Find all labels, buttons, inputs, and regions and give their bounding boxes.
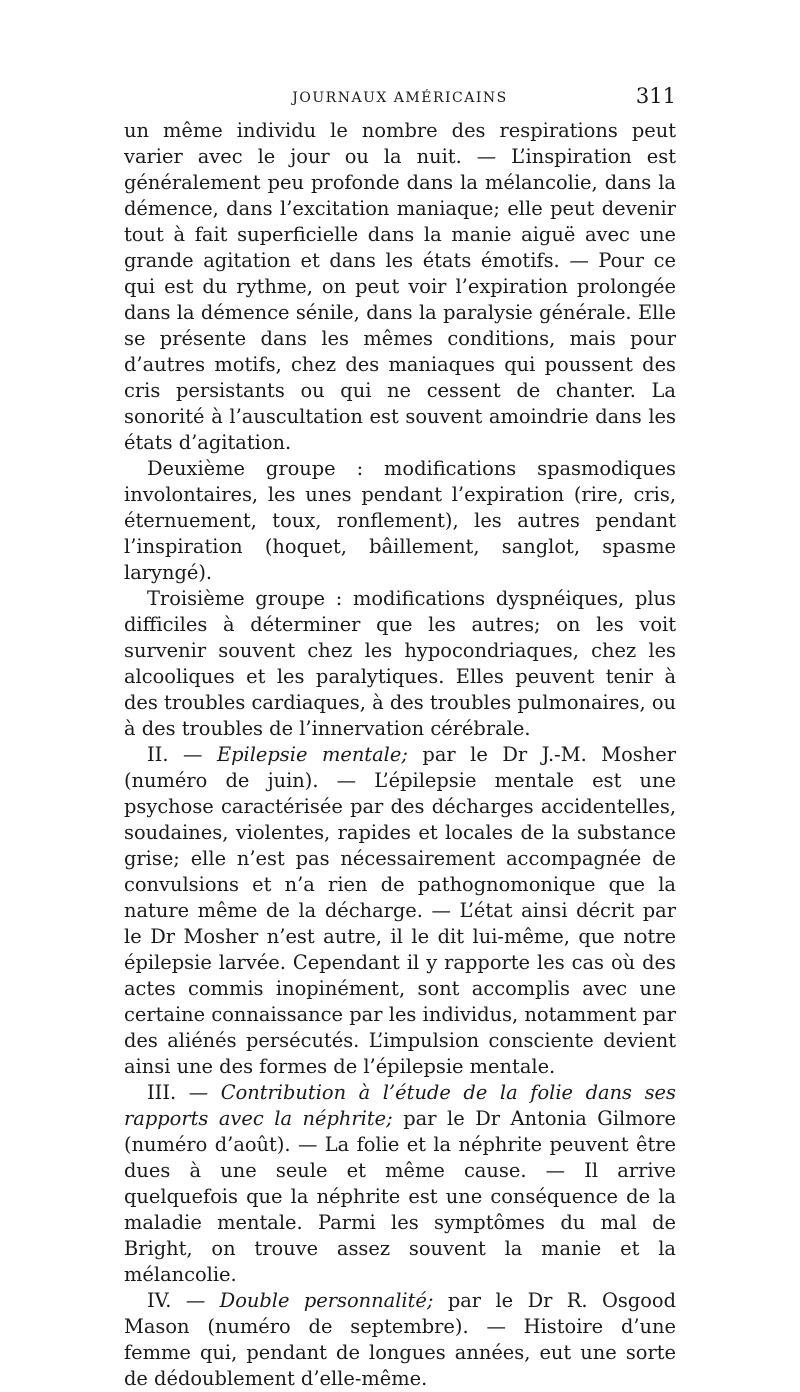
paragraph-section-ii	[124, 742, 676, 1080]
running-title: JOURNAUX AMÉRICAINS	[292, 90, 508, 106]
section-number: III. —	[147, 1081, 221, 1104]
paragraph-section-iii	[124, 1080, 676, 1288]
paragraph-deuxieme-groupe	[124, 456, 676, 586]
article-title: Contribution à l’étude de la folie dans ses rapports avec la néphrite;	[124, 1081, 676, 1130]
paragraph-text: par le Dr R. Osgood Mason (numéro de septembre). — Histoire d’une femme qui, pendant de longues années, eut une sorte de dédoublement d’elle-même.	[124, 1289, 676, 1390]
page-number: 311	[635, 84, 676, 108]
running-head	[124, 84, 676, 118]
section-number: II. —	[147, 743, 217, 766]
paragraph-text: Deuxième groupe : modifications spasmodiques involontaires, les unes pendant l’expiration (rire, cris, éternuement, toux, ronflement), les autres pendant l’inspiration (hoquet, bâillement, sanglot, spasme laryngé).	[124, 457, 676, 584]
paragraph-section-iv	[124, 1288, 676, 1392]
paragraph-troisieme-groupe	[124, 586, 676, 742]
paragraph-text: par le Dr J.-M. Mosher (numéro de juin). — L’épilepsie mentale est une psychose caractérisée par des décharges accidentelles, soudaines, violentes, rapides et locales de la substance grise; elle n’est pas nécessairement accompagnée de convulsions et n’a rien de pathognomonique que la nature même de la décharge. — L’état ainsi décrit par le Dr Mosher n’est autre, il le dit lui-même, que notre épilepsie larvée. Cependant il y rapporte les cas où des actes commis inopinément, sont accomplis avec une certaine connaissance par les individus, notamment par des aliénés persécutés. L’impulsion consciente devient ainsi une des formes de l’épilepsie mentale.	[124, 743, 676, 1078]
article-title: Double personnalité;	[219, 1289, 434, 1312]
section-number: IV. —	[147, 1289, 220, 1312]
paragraph-text: par le Dr Antonia Gilmore (numéro d’août). — La folie et la néphrite peuvent être dues à une seule et même cause. — Il arrive quelquefois que la néphrite est une conséquence de la maladie mentale. Parmi les symptômes du mal de Bright, on trouve assez souvent la manie et la mélancolie.	[124, 1107, 676, 1286]
body-text	[124, 118, 676, 1392]
paragraph-text: Troisième groupe : modifications dyspnéiques, plus difficiles à déterminer que les autres; on les voit survenir souvent chez les hypocondriaques, chez les alcooliques et les paralytiques. Elles peuvent tenir à des troubles cardiaques, à des troubles pulmonaires, ou à des troubles de l’innervation cérébrale.	[124, 587, 676, 740]
paragraph-respiration-continued	[124, 118, 676, 456]
article-title: Epilepsie mentale;	[216, 743, 408, 766]
book-page	[124, 84, 676, 1392]
paragraph-text: un même individu le nombre des respirations peut varier avec le jour ou la nuit. — L’inspiration est généralement peu profonde dans la mélancolie, dans la démence, dans l’excitation maniaque; elle peut devenir tout à fait superficielle dans la manie aiguë avec une grande agitation et dans les états émotifs. — Pour ce qui est du rythme, on peut voir l’expiration prolongée dans la démence sénile, dans la paralysie générale. Elle se présente dans les mêmes conditions, mais pour d’autres motifs, chez des maniaques qui poussent des cris persistants ou qui ne cessent de chanter. La sonorité à l’auscultation est souvent amoindrie dans les états d’agitation.	[124, 119, 676, 454]
